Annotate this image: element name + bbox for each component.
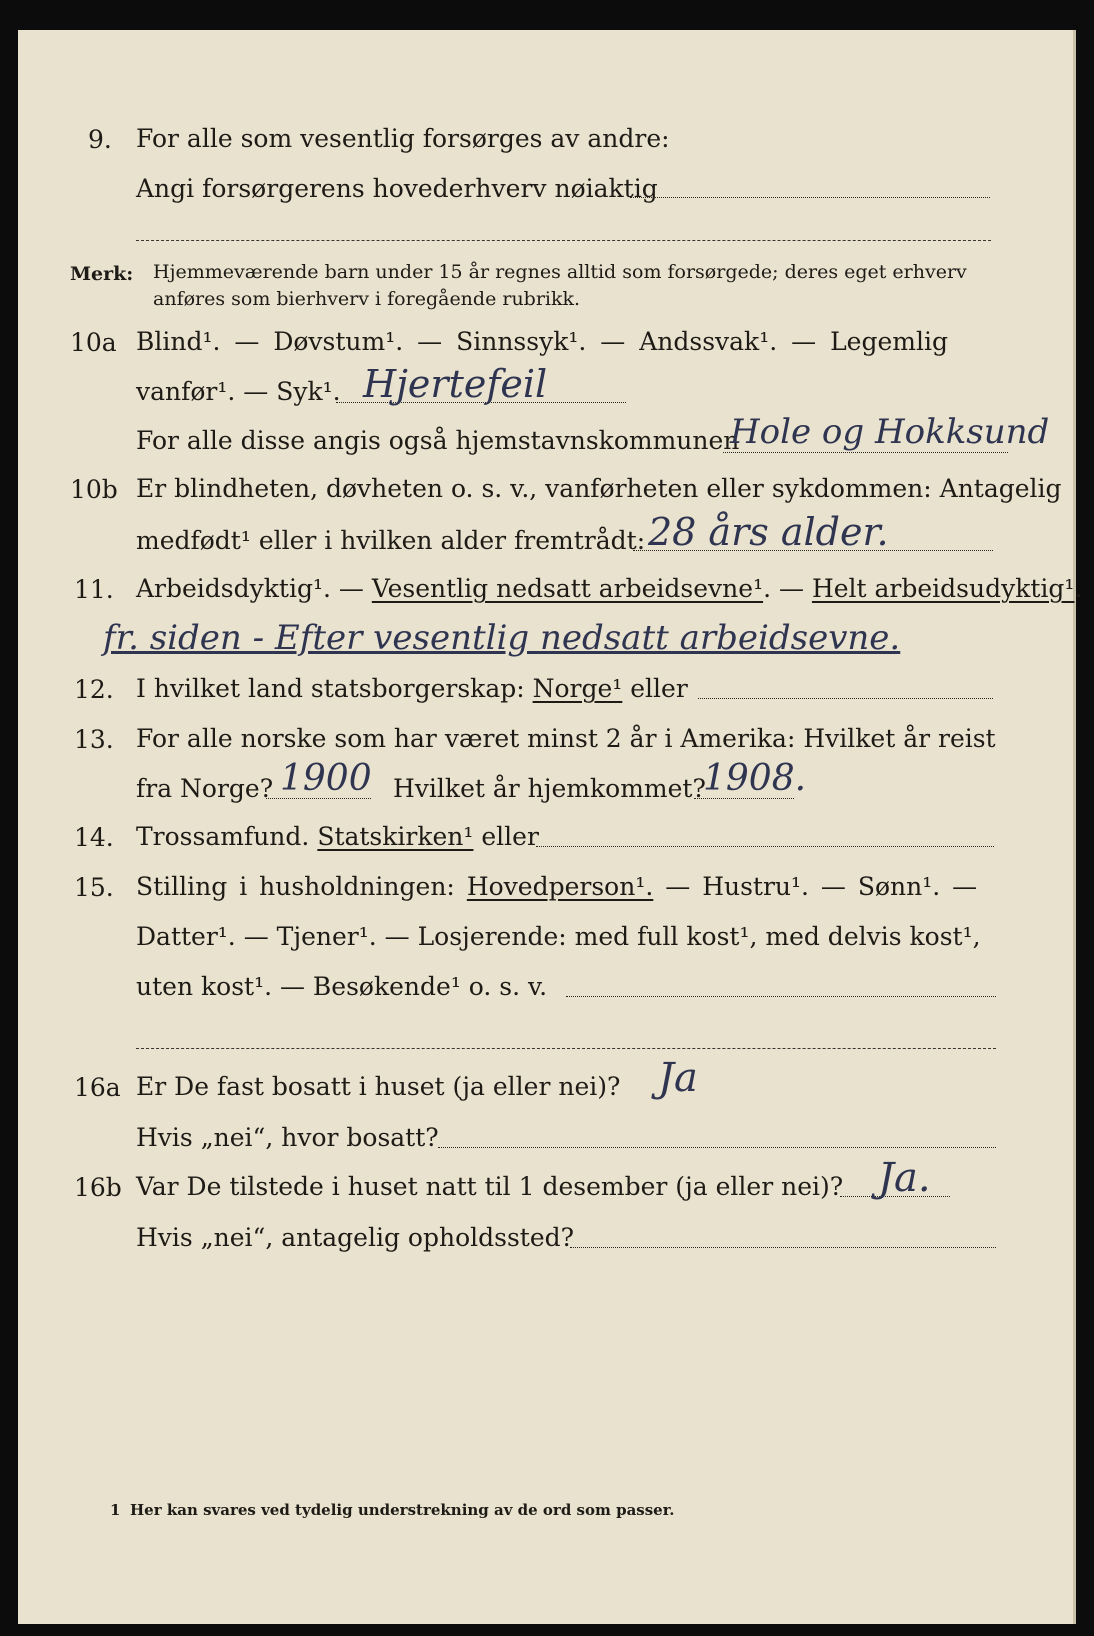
q13-year2-answer: 1908. — [703, 758, 807, 799]
q11-sep: . — — [763, 574, 812, 603]
q14-label: Trossamfund. — [136, 822, 318, 851]
q15-number: 15. — [74, 873, 114, 902]
q13-line2-label2: Hvilket år hjemkommet? — [393, 774, 706, 803]
q16a-number: 16a — [74, 1073, 121, 1102]
q14-line — [136, 821, 539, 853]
q10a-kommune-answer: Hole og Hokksund — [730, 412, 1050, 452]
q11-opt1: Arbeidsdyktig¹. — — [136, 574, 372, 603]
q13-year1-answer: 1900 — [280, 758, 372, 799]
q15-answer-line — [566, 996, 996, 997]
q10a-number: 10a — [70, 328, 117, 357]
q10a-line2: vanfør¹. — Syk¹. — [136, 377, 341, 406]
q10a-line3: For alle disse angis også hjemstavnskommunen — [136, 426, 740, 455]
q11-end: . — [1074, 574, 1083, 603]
q12-eller: eller — [622, 674, 688, 703]
q15-label: Stilling i husholdningen: — [136, 872, 467, 901]
footnote-mark: 1 — [110, 1501, 121, 1519]
q14-eller: eller — [473, 822, 539, 851]
q12-number: 12. — [74, 675, 114, 704]
q15-options1: — Hustru¹. — Sønn¹. — — [653, 872, 978, 901]
q9-extra-line — [136, 240, 991, 241]
q9-line1: For alle som vesentlig forsørges av andre: — [136, 124, 670, 153]
q10a-syk-answer: Hjertefeil — [363, 362, 548, 406]
merk-label: Merk: — [70, 263, 134, 285]
q11-line1 — [136, 573, 1082, 605]
q11-answer: fr. siden - Efter vesentlig nedsatt arbeidsevne. — [103, 618, 901, 658]
q9-number: 9. — [88, 125, 112, 154]
q12-norge: Norge¹ — [532, 674, 623, 703]
q9-answer-line — [630, 197, 990, 198]
q16a-line1: Er De fast bosatt i huset (ja eller nei)? — [136, 1072, 621, 1101]
q16b-line1: Var De tilstede i huset natt til 1 desember (ja eller nei)? — [136, 1172, 844, 1201]
q10b-line1: Er blindheten, døvheten o. s. v., vanførheten eller sykdommen: Antagelig — [136, 474, 1062, 503]
merk-line1: Hjemmeværende barn under 15 år regnes alltid som forsørgede; deres eget erhverv — [153, 261, 967, 283]
q11-opt2: Vesentlig nedsatt arbeidsevne¹ — [371, 574, 764, 603]
q10b-number: 10b — [70, 475, 118, 504]
q15-extra-line — [136, 1048, 996, 1049]
q14-answer-line — [536, 846, 994, 847]
q9-line2: Angi forsørgerens hovederhverv nøiaktig — [136, 174, 658, 203]
q10b-answer: 28 års alder. — [648, 510, 889, 554]
q15-line3: uten kost¹. — Besøkende¹ o. s. v. — [136, 972, 548, 1001]
q16a-line2: Hvis „nei“, hvor bosatt? — [136, 1123, 439, 1152]
q12-label: I hvilket land statsborgerskap: — [136, 674, 533, 703]
q10a-kommune-line — [723, 452, 1008, 453]
q12-line — [136, 673, 688, 705]
page-edge — [1073, 30, 1076, 1624]
q15-line2: Datter¹. — Tjener¹. — Losjerende: med full kost¹, med delvis kost¹, — [136, 922, 981, 951]
q16a-answer-line — [438, 1147, 996, 1148]
merk-line2: anføres som bierhverv i foregående rubrikk. — [153, 288, 581, 310]
footnote-text: Her kan svares ved tydelig understrekning av de ord som passer. — [130, 1501, 675, 1519]
q15-line1 — [136, 871, 977, 903]
q15-hovedperson: Hovedperson¹. — [466, 872, 654, 901]
q10b-line2: medfødt¹ eller i hvilken alder fremtrådt: — [136, 526, 646, 555]
q16b-line2: Hvis „nei“, antagelig opholdssted? — [136, 1223, 575, 1252]
q13-line1: For alle norske som har været minst 2 år i Amerika: Hvilket år reist — [136, 724, 996, 753]
q16b-answer: Ja. — [878, 1155, 931, 1201]
q13-line2-label1: fra Norge? — [136, 774, 274, 803]
q11-opt3: Helt arbeidsudyktig¹ — [811, 574, 1075, 603]
q16a-answer: Ja — [658, 1055, 698, 1101]
q16b-answer-line2 — [570, 1247, 996, 1248]
q12-answer-line — [698, 698, 993, 699]
q11-number: 11. — [74, 575, 114, 604]
q13-number: 13. — [74, 725, 114, 754]
q14-statskirken: Statskirken¹ — [317, 822, 474, 851]
q10a-line1: Blind¹. — Døvstum¹. — Sinnssyk¹. — Andssvak¹. — Legemlig — [136, 327, 948, 356]
form-page — [18, 30, 1083, 1624]
q14-number: 14. — [74, 823, 114, 852]
q16b-number: 16b — [74, 1173, 122, 1202]
